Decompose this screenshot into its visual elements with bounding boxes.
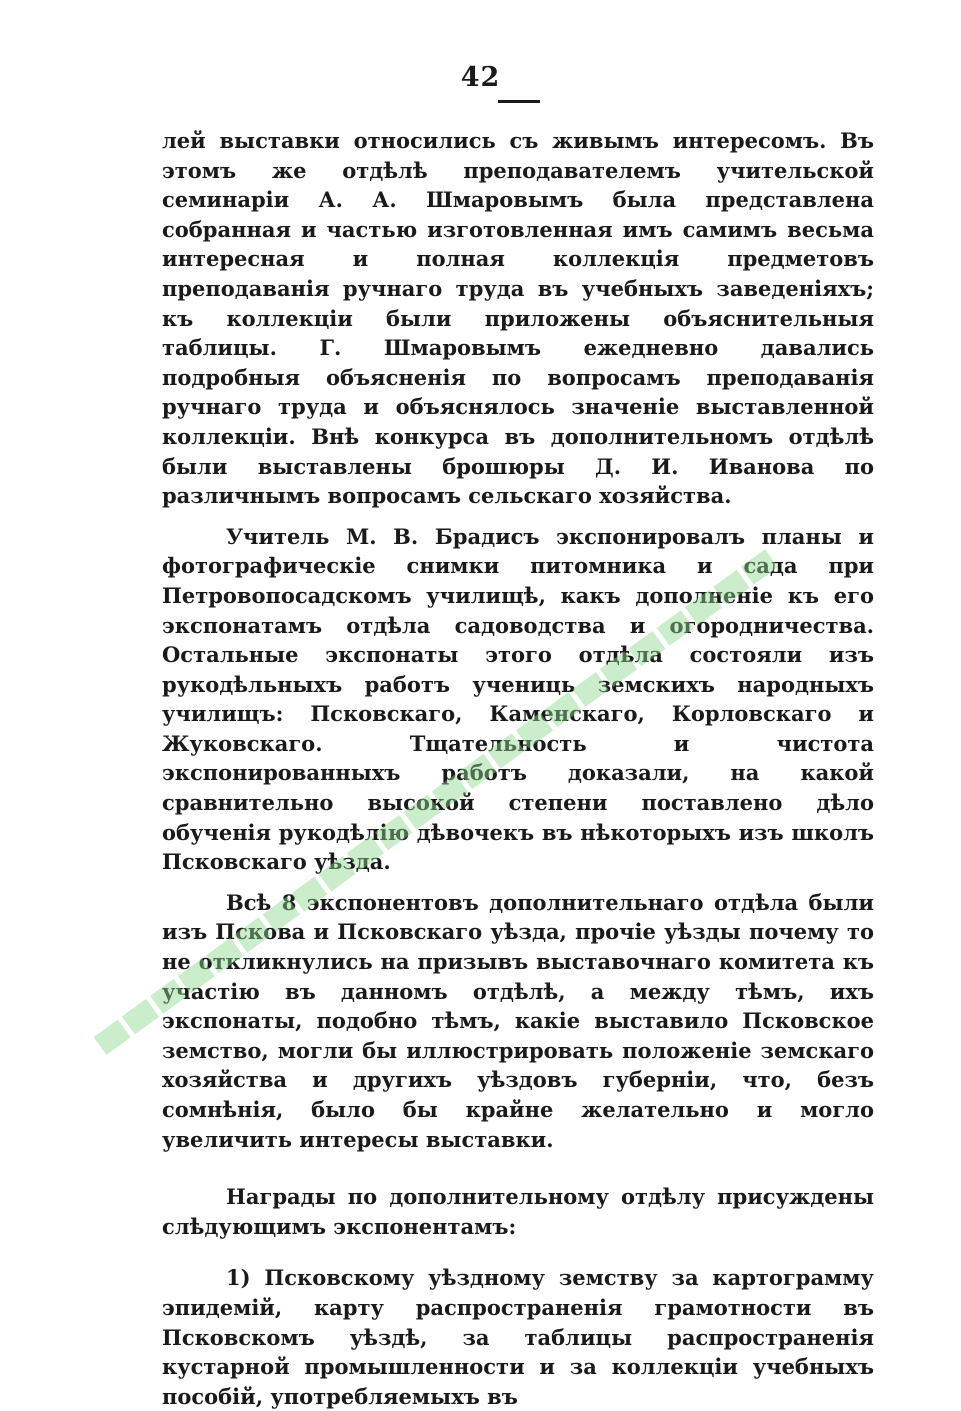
text-body (162, 126, 874, 1411)
paragraph-1: лей выставки относились съ живымъ интересомъ. Въ этомъ же отдѣлѣ преподавателемъ учительской семинаріи А. А. Шмаровымъ была представлена собранная и частью изготовленная имъ самимъ весьма интересная и полная коллекція предметовъ преподаванія ручнаго труда въ учебныхъ заведеніяхъ; къ коллекціи были приложены объяснительныя таблицы. Г. Шмаровымъ ежедневно давались подробныя объясненія по вопросамъ преподаванія ручнаго труда и объяснялось значеніе выставленной коллекціи. Внѣ конкурса въ дополнительномъ отдѣлѣ были выставлены брошюры Д. И. Иванова по различнымъ вопросамъ сельскаго хозяйства. (162, 128, 874, 509)
page-number: 42 (460, 62, 501, 93)
paragraph-3: Всѣ 8 экспонентовъ дополнительнаго отдѣла были изъ Пскова и Псковскаго уѣзда, прочіе уѣзды почему то не откликнулись на призывъ выставочнаго комитета къ участію въ данномъ отдѣлѣ, а между тѣмъ, ихъ экспонаты, подобно тѣмъ, какіе выставило Псковское земство, могли бы иллюстрировать положеніе земскаго хозяйства и другихъ уѣздовъ губерніи, что, безъ сомнѣнія, было бы крайне желательно и могло увеличить интересы выставки. (162, 889, 874, 1152)
paragraph-4: Награды по дополнительному отдѣлу присуждены слѣдующимъ экспонентамъ: (162, 1184, 874, 1239)
page-number-rule (498, 100, 540, 103)
paragraph-2: Учитель М. В. Брадисъ экспонировалъ планы и фотографическіе снимки питомника и сада при Петровопосадскомъ училищѣ, какъ дополненіе къ его экспонатамъ отдѣла садоводства и огородничества. Остальные экспонаты этого отдѣла состояли изъ рукодѣльныхъ работъ учениць земскихъ народныхъ училищъ: Псковскаго, Каменскаго, Корловскаго и Жуковскаго. Тщательность и чистота экспонированныхъ работъ доказали, на какой сравнительно высокой степени поставлено дѣло обученія рукодѣлію дѣвочекъ въ нѣкоторыхъ изъ школъ Псковскаго уѣзда. (162, 523, 874, 875)
paragraph-5: 1) Псковскому уѣздному земству за картограмму эпидемій, карту распространенія грамотности въ Псковскомъ уѣздѣ, за таблицы распространенія кустарной промышленности и за коллекціи учебныхъ пособій, употребляемыхъ въ (162, 1265, 874, 1409)
